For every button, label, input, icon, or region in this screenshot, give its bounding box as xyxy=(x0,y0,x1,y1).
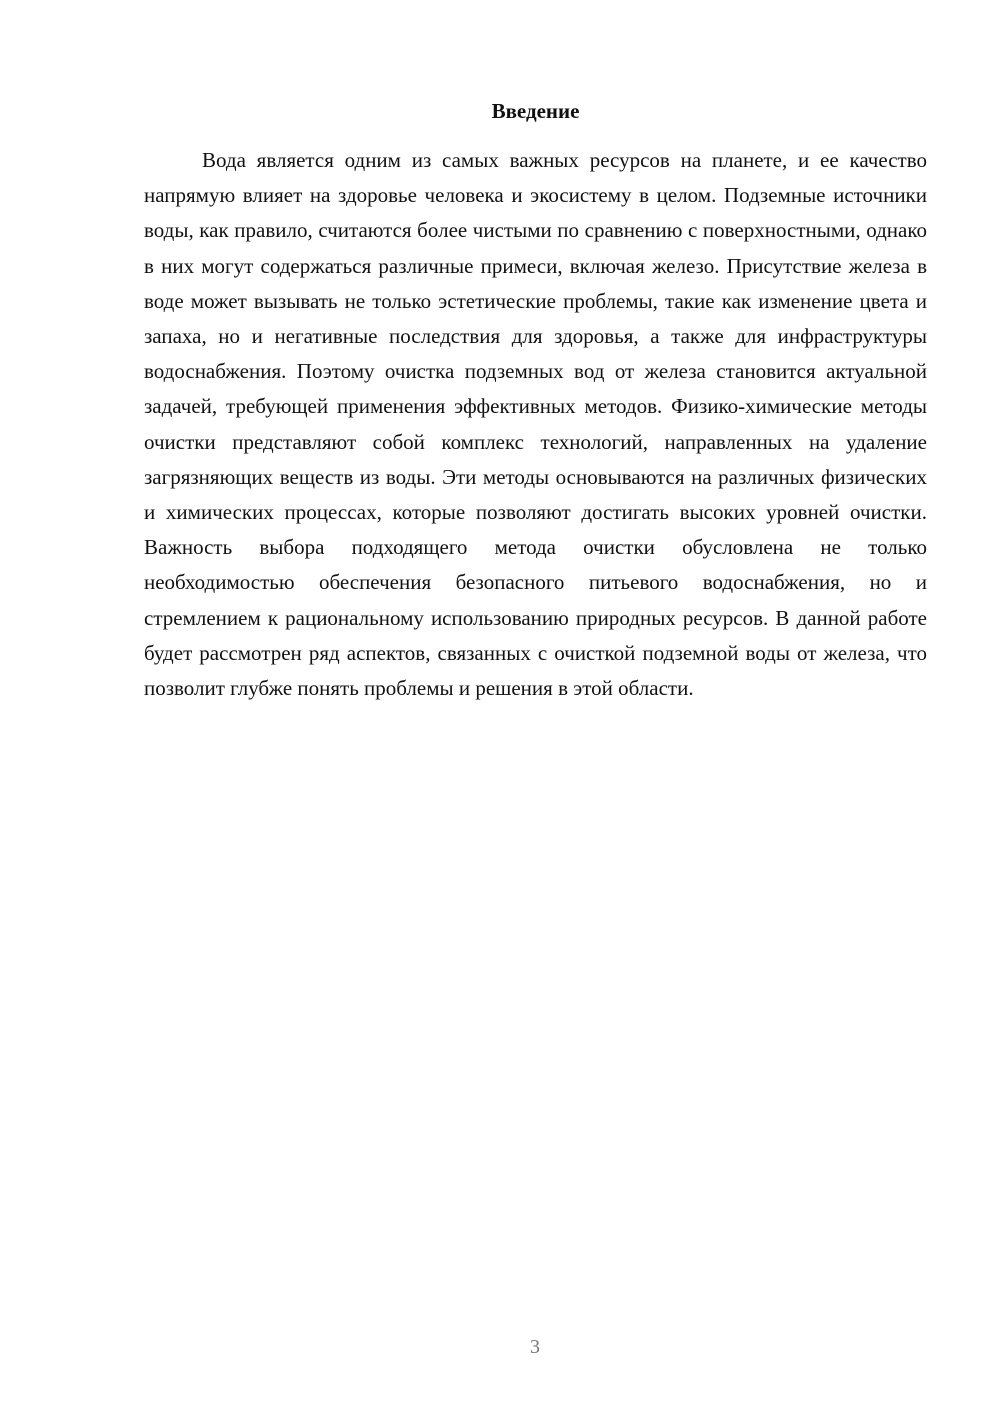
page-number: 3 xyxy=(530,1336,540,1358)
body-paragraph: Вода является одним из самых важных ресурсов на планете, и ее качество напрямую влияет на здоровье человека и экосистему в целом. Подземные источники воды, как правило, считаются более чистыми по сравнению с поверхностными, однако в них могут содержаться различные примеси, включая железо. Присутствие железа в воде может вызывать не только эстетические проблемы, такие как изменение цвета и запаха, но и негативные последствия для здоровья, а также для инфраструктуры водоснабжения. Поэтому очистка подземных вод от железа становится актуальной задачей, требующей применения эффективных методов. Физико-химические методы очистки представляют собой комплекс технологий, направленных на удаление загрязняющих веществ из воды. Эти методы основываются на различных физических и химических процессах, которые позволяют достигать высоких уровней очистки. Важность выбора подходящего метода очистки обусловлена не только необходимостью обеспечения безопасного питьевого водоснабжения, но и стремлением к рациональному использованию природных ресурсов. В данной работе будет рассмотрен ряд аспектов, связанных с очисткой подземной воды от железа, что позволит глубже понять проблемы и решения в этой области. xyxy=(144,148,927,701)
section-heading: Введение xyxy=(491,99,580,123)
